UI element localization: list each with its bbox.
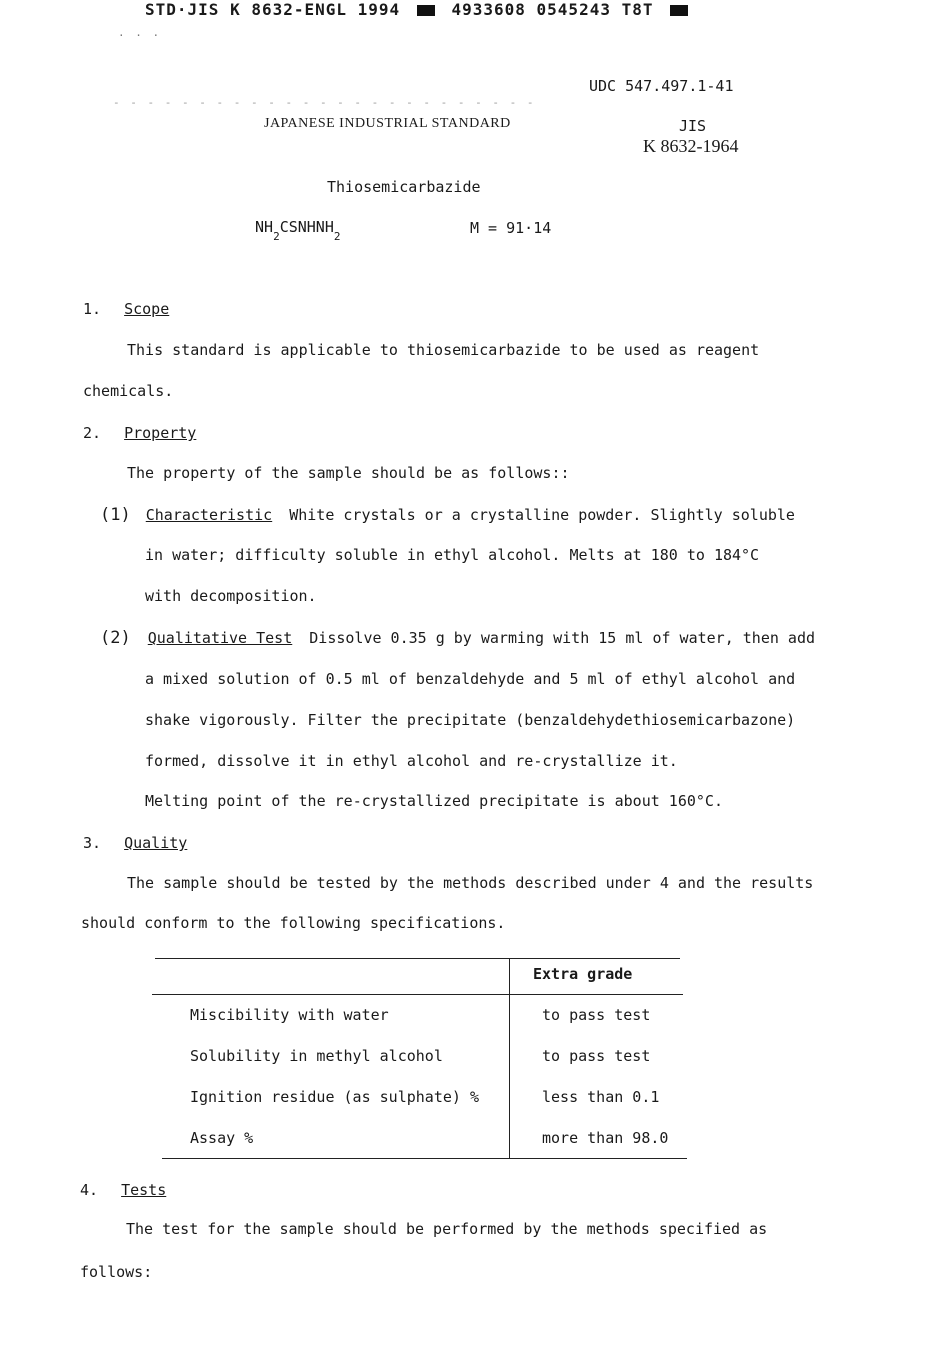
- section-number: 4.: [80, 1181, 99, 1199]
- property-item-2: [100, 628, 815, 648]
- table-row-value: less than 0.1: [542, 1088, 660, 1106]
- black-block-icon: [670, 5, 688, 16]
- black-block-icon: [417, 5, 435, 16]
- item-text: White crystals or a crystalline powder. Slightly soluble: [289, 506, 795, 524]
- table-header-extra-grade: Extra grade: [533, 965, 633, 983]
- table-row-value: to pass test: [542, 1047, 651, 1065]
- table-row-value: more than 98.0: [542, 1129, 669, 1147]
- tests-text-line: The test for the sample should be performed by the methods specified as: [126, 1220, 768, 1238]
- item-text-line: with decomposition.: [145, 587, 317, 605]
- formula-subscript: 2: [273, 230, 280, 243]
- item-text-line: a mixed solution of 0.5 ml of benzaldehyde and 5 ml of ethyl alcohol and: [145, 670, 796, 688]
- section-number: 2.: [83, 424, 102, 442]
- standard-organization: JAPANESE INDUSTRIAL STANDARD: [264, 116, 511, 131]
- item-title: Characteristic: [145, 506, 273, 524]
- jis-label: JIS: [679, 117, 707, 135]
- item-text: Dissolve 0.35 g by warming with 15 ml of water, then add: [309, 629, 816, 647]
- udc-code: UDC 547.497.1-41: [589, 77, 734, 95]
- scope-text-line: This standard is applicable to thiosemicarbazide to be used as reagent: [127, 341, 760, 359]
- formula-part: NH: [255, 218, 274, 236]
- formula-part: CSNHNH: [279, 218, 334, 236]
- scan-dotted-line: - - - - - - - - - - - - - - - - - - - - - - - - -: [113, 96, 536, 109]
- table-row-item: Ignition residue (as sulphate) %: [190, 1088, 479, 1106]
- quality-text-line: should conform to the following specifications.: [81, 914, 506, 932]
- table-header-rule: [152, 994, 683, 995]
- formula-subscript: 2: [333, 230, 341, 243]
- table-row-item: Assay %: [190, 1129, 254, 1147]
- item-text-line: Melting point of the re-crystallized precipitate is about 160°C.: [145, 792, 723, 810]
- scope-text-line: chemicals.: [83, 382, 174, 400]
- property-intro: The property of the sample should be as follows::: [127, 464, 570, 482]
- table-row-item: Miscibility with water: [190, 1006, 389, 1024]
- section-title: Scope: [124, 300, 170, 318]
- item-text-line: formed, dissolve it in ethyl alcohol and re-crystallize it.: [145, 752, 678, 770]
- section-scope-heading: [83, 300, 169, 318]
- molar-mass: M = 91·14: [470, 219, 552, 237]
- table-bottom-rule: [162, 1158, 687, 1159]
- quality-text-line: The sample should be tested by the methods described under 4 and the results: [127, 874, 814, 892]
- document-title: Thiosemicarbazide: [327, 178, 481, 196]
- section-title: Property: [124, 424, 197, 442]
- chemical-formula: [255, 218, 341, 243]
- table-row-value: to pass test: [542, 1006, 651, 1024]
- section-tests-heading: [80, 1181, 176, 1199]
- table-top-rule: [155, 958, 680, 959]
- section-number: 1.: [83, 300, 102, 318]
- tests-text-line: follows:: [80, 1263, 153, 1281]
- section-title: Quality: [124, 834, 188, 852]
- section-number: 3.: [83, 834, 102, 852]
- item-title: Qualitative Test: [147, 629, 293, 647]
- item-label: (2): [100, 628, 131, 648]
- scan-specks: . . .: [118, 26, 162, 39]
- item-text-line: in water; difficulty soluble in ethyl alcohol. Melts at 180 to 184°C: [145, 546, 760, 564]
- table-column-divider: [509, 958, 510, 1158]
- barcode-number: 4933608 0545243 T8T: [451, 0, 654, 19]
- section-title: Tests: [121, 1181, 167, 1199]
- item-label: (1): [100, 505, 131, 525]
- section-quality-heading: [83, 834, 187, 852]
- document-code: STD·JIS K 8632-ENGL 1994: [145, 0, 401, 19]
- document-code-header: [145, 0, 694, 19]
- table-row-item: Solubility in methyl alcohol: [190, 1047, 443, 1065]
- jis-number: K 8632-1964: [643, 136, 739, 156]
- section-property-heading: [83, 424, 196, 442]
- property-item-1: [100, 505, 795, 525]
- item-text-line: shake vigorously. Filter the precipitate (benzaldehydethiosemicarbazone): [145, 711, 796, 729]
